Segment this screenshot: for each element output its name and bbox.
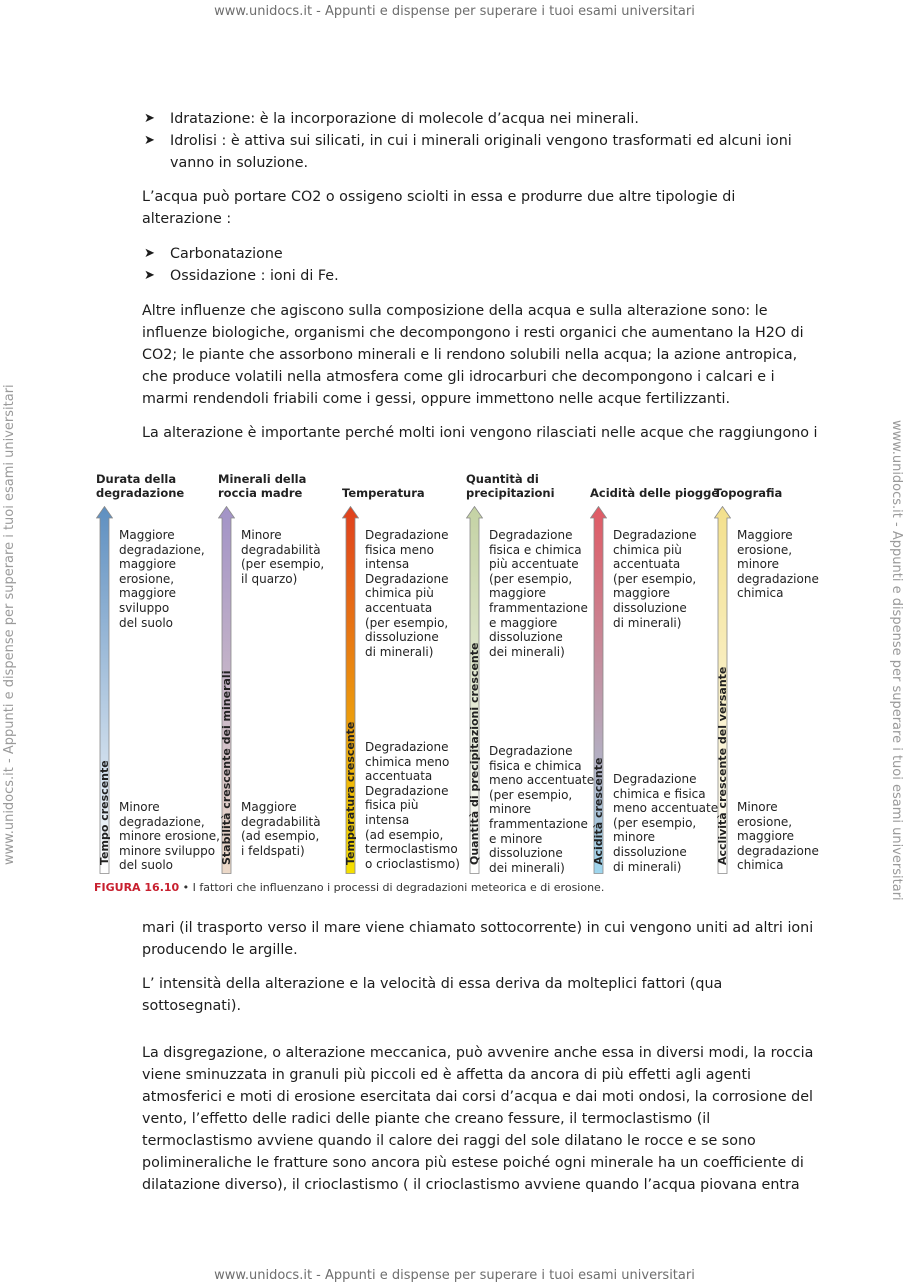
column-text-line: degradabilità: [241, 814, 321, 829]
bullet-idrolisi: ➤ Idrolisi : è attiva sui silicati, in cui i minerali originali vengono trasformati ed alcuni ioni vanno in soluzione.: [142, 130, 818, 174]
column-text-line: dissoluzione: [613, 844, 687, 859]
axis-label-1: Tempo crescente: [98, 760, 111, 865]
column-text-line: (per esempio,: [489, 571, 573, 586]
column-header-line: roccia madre: [218, 486, 303, 500]
column-text-line: Maggiore: [119, 528, 175, 542]
column-text-line: di minerali): [365, 644, 434, 659]
column-text-line: maggiore: [119, 586, 177, 601]
watermark-right: www.unidocs.it - Appunti e dispense per superare i tuoi esami universitari: [889, 420, 904, 901]
column-text-line: Minore: [241, 528, 282, 542]
column-text-line: Degradazione: [365, 528, 449, 542]
column-text-line: erosione,: [737, 542, 793, 557]
column-text-line: intensa: [365, 812, 410, 827]
column-text-line: maggiore: [489, 586, 547, 601]
axis-label-5: Acidità crescente: [592, 757, 605, 865]
column-text-line: dei minerali): [489, 644, 565, 659]
column-header-2: [218, 472, 306, 500]
column-text-line: accentuata: [365, 769, 433, 784]
arrow-bullet-icon: ➤: [144, 133, 155, 148]
column-text-line: accentuata: [613, 557, 681, 572]
column-text-line: Maggiore: [241, 800, 297, 814]
column-text-line: dei minerali): [489, 860, 565, 875]
column-text-line: Degradazione: [365, 740, 449, 754]
column-text-line: dissoluzione: [489, 630, 563, 645]
column-text-line: minore: [613, 830, 656, 845]
watermark-footer: www.unidocs.it - Appunti e dispense per superare i tuoi esami universitari: [214, 1268, 695, 1283]
column-text-line: chimica più: [613, 542, 682, 557]
column-header-line: Topografia: [714, 486, 783, 500]
column-text-line: i feldspati): [241, 843, 305, 858]
arrow-bullet-icon: ➤: [144, 246, 155, 261]
paragraph-1: L’acqua può portare CO2 o ossigeno sciolti in essa e produrre due altre tipologie di alterazione :: [142, 189, 736, 227]
column-text-line: Minore: [119, 800, 160, 814]
column-bottom-text-1: [119, 800, 220, 873]
column-header-5: [590, 486, 719, 500]
column-text-line: minore: [489, 802, 532, 817]
column-text-line: e maggiore: [489, 615, 558, 630]
column-text-line: di minerali): [613, 859, 682, 874]
column-text-line: Degradazione: [489, 528, 573, 542]
column-text-line: maggiore: [119, 557, 177, 572]
paragraph-5: L’ intensità della alterazione e la velocità di essa deriva da molteplici fattori (qua sottosegnati).: [142, 976, 723, 1014]
arrow-bullet-icon: ➤: [144, 111, 155, 126]
column-bottom-text-3: [365, 740, 460, 871]
column-text-line: più accentuate: [489, 557, 579, 572]
column-text-line: del suolo: [119, 615, 174, 630]
axis-label-6: Acclività crescente del versante: [716, 666, 729, 865]
column-text-line: fisica e chimica: [489, 542, 582, 557]
column-top-text-6: [737, 528, 819, 601]
column-text-line: maggiore: [613, 586, 671, 601]
column-top-text-2: [241, 528, 324, 586]
column-text-line: minore: [737, 557, 780, 572]
column-text-line: meno accentuate: [489, 773, 595, 788]
column-text-line: termoclastismo: [365, 842, 458, 857]
column-header-line: Minerali della: [218, 472, 307, 486]
column-header-line: Temperatura: [342, 486, 425, 500]
column-text-line: Maggiore: [737, 528, 793, 542]
column-text-line: e minore: [489, 831, 543, 846]
axis-label-4: Quantità di precipitazioni crescente: [468, 642, 481, 865]
column-text-line: (ad esempio,: [365, 827, 444, 842]
column-text-line: degradazione,: [119, 542, 205, 557]
bullet-list-2: [142, 243, 818, 287]
column-text-line: fisica e chimica: [489, 758, 582, 773]
column-top-text-5: [613, 528, 696, 630]
paragraph-4: mari (il trasporto verso il mare viene chiamato sottocorrente) in cui vengono uniti ad altri ioni producendo le argille.: [142, 920, 814, 958]
column-top-text-3: [365, 528, 448, 659]
column-text-line: di minerali): [613, 615, 682, 630]
column-header-6: [714, 486, 782, 500]
paragraph-6: La disgregazione, o alterazione meccanica, può avvenire anche essa in diversi modi, la roccia viene sminuzzata in granuli più piccoli ed è affetta da ancora di più effetti agli agenti atmosferici e moti di erosione esercitata dai corsi d’acqua e dai moti ondosi, la corrosione del vento, l’effetto delle radici delle piante che creano fessure, il termoclastismo (il termoclastismo avviene quando il calore dei raggi del sole dilatano le rocce e se sono polimineraliche le fratture sono ancora più estese poiché ogni minerale ha un coefficiente di dilatazione diverso), il crioclastismo ( il crioclastismo avviene quando l’acqua piovana entra: [142, 1045, 814, 1193]
column-text-line: frammentazione: [489, 600, 588, 615]
column-text-line: o crioclastismo): [365, 856, 460, 871]
column-text-line: chimica più: [365, 586, 434, 601]
column-text-line: minore sviluppo: [119, 843, 216, 858]
column-text-line: (per esempio,: [613, 815, 697, 830]
column-top-text-1: [119, 528, 205, 630]
paragraph-3: La alterazione è importante perché molti ioni vengono rilasciati nelle acque che raggiungono i: [142, 425, 818, 441]
column-text-line: degradazione,: [119, 814, 205, 829]
column-text-line: maggiore: [737, 829, 795, 844]
column-text-line: chimica e fisica: [613, 786, 706, 801]
column-text-line: degradazione: [737, 843, 819, 858]
axis-label-3: Temperatura crescente: [344, 721, 357, 865]
column-header-line: Quantità di: [466, 472, 539, 486]
column-text-line: dissoluzione: [489, 846, 563, 861]
column-text-line: (ad esempio,: [241, 829, 320, 844]
column-bottom-text-2: [241, 800, 321, 858]
column-header-line: degradazione: [96, 486, 185, 500]
column-text-line: minore erosione,: [119, 829, 220, 844]
axis-label-2: Stabilità crescente dei minerali: [220, 670, 233, 865]
column-text-line: degradazione: [737, 571, 819, 586]
column-text-line: (per esempio,: [365, 615, 449, 630]
column-bottom-text-4: [489, 744, 594, 875]
column-text-line: intensa: [365, 557, 410, 572]
bullet-idratazione: ➤ Idratazione: è la incorporazione di molecole d’acqua nei minerali.: [142, 108, 818, 130]
column-text-line: meno accentuate: [613, 801, 719, 816]
column-text-line: Minore: [737, 800, 778, 814]
column-header-1: [96, 472, 184, 500]
column-text-line: chimica: [737, 586, 784, 601]
column-text-line: Degradazione: [613, 772, 697, 786]
column-header-line: Durata della: [96, 472, 177, 486]
column-header-line: precipitazioni: [466, 486, 555, 500]
column-text-line: Degradazione: [613, 528, 697, 542]
column-text-line: fisica più: [365, 798, 419, 813]
column-bottom-text-5: [613, 772, 718, 874]
column-header-line: Acidità delle piogge: [590, 486, 720, 500]
column-text-line: (per esempio,: [613, 571, 697, 586]
column-text-line: sviluppo: [119, 600, 170, 615]
column-text-line: dissoluzione: [365, 630, 439, 645]
column-text-line: erosione,: [737, 814, 793, 829]
column-text-line: Degradazione: [365, 571, 449, 586]
column-text-line: (per esempio,: [489, 787, 573, 802]
column-bottom-text-6: [737, 800, 819, 873]
column-text-line: dissoluzione: [613, 600, 687, 615]
column-text-line: il quarzo): [241, 571, 298, 586]
column-text-line: erosione,: [119, 571, 175, 586]
column-text-line: frammentazione: [489, 816, 588, 831]
column-text-line: Degradazione: [489, 744, 573, 758]
column-top-text-4: [489, 528, 588, 659]
paragraph-2: Altre influenze che agiscono sulla composizione della acqua e sulla alterazione sono: le influenze biologiche, organismi che decompongono i resti organici che aumentano la H2O di CO2; le piante che assorbono minerali e li rendono solubili nella acqua; la azione antropica, che produce volatili nella atmosfera come gli idrocarburi che decompongono i calcari e i marmi rendendoli friabili come i gessi, oppure immettono nelle acque fertilizzanti.: [142, 303, 804, 407]
column-text-line: fisica meno: [365, 542, 434, 557]
column-text-line: chimica meno: [365, 754, 450, 769]
column-text-line: degradabilità: [241, 542, 321, 557]
watermark-header: www.unidocs.it - Appunti e dispense per superare i tuoi esami universitari: [214, 4, 695, 19]
column-text-line: (per esempio,: [241, 557, 325, 572]
figure-caption: FIGURA 16.10 • I fattori che influenzano i processi di degradazioni meteorica e di erosione.: [94, 881, 605, 894]
watermark-left: www.unidocs.it - Appunti e dispense per superare i tuoi esami universitari: [2, 384, 17, 865]
column-text-line: Degradazione: [365, 783, 449, 798]
figure-16-10: [92, 470, 822, 900]
arrow-bullet-icon: ➤: [144, 268, 155, 283]
column-header-4: [466, 472, 555, 500]
column-text-line: chimica: [737, 858, 784, 873]
bullet-carbonatazione: ➤ Carbonatazione: [142, 243, 818, 265]
column-header-3: [342, 486, 425, 500]
column-text-line: del suolo: [119, 858, 174, 873]
bullet-list-1: [142, 108, 818, 174]
column-text-line: accentuata: [365, 600, 433, 615]
bullet-ossidazione: ➤ Ossidazione : ioni di Fe.: [142, 265, 818, 287]
